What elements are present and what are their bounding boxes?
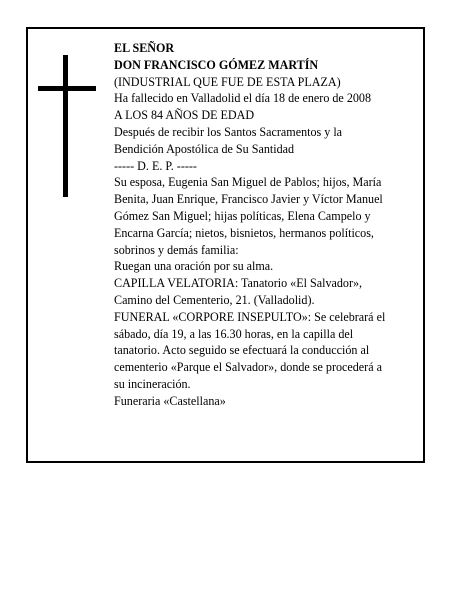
- notice-line: (INDUSTRIAL QUE FUE DE ESTA PLAZA): [114, 74, 341, 89]
- notice-line: A LOS 84 AÑOS DE EDAD: [114, 108, 255, 123]
- notice-line: Bendición Apostólica de Su Santidad: [114, 141, 295, 156]
- notice-line: sábado, día 19, a las 16.30 horas, en la capilla del: [114, 326, 354, 341]
- cross-icon-horizontal: [38, 86, 96, 91]
- notice-line: Funeraria «Castellana»: [114, 393, 226, 408]
- notice-line: FUNERAL «CORPORE INSEPULTO»: Se celebrará el: [114, 309, 386, 324]
- deceased-name: DON FRANCISCO GÓMEZ MARTÍN: [114, 57, 319, 72]
- notice-title: EL SEÑOR: [114, 41, 175, 55]
- notice-line: Después de recibir los Santos Sacramentos y la: [114, 124, 343, 139]
- notice-line: Ruegan una oración por su alma.: [114, 259, 274, 274]
- notice-line: tanatorio. Acto seguido se efectuará la conducción al: [114, 343, 370, 358]
- notice-line: ----- D. E. P. -----: [114, 158, 197, 173]
- notice-line: su incineración.: [114, 376, 191, 391]
- notice-line: sobrinos y demás familia:: [114, 242, 239, 257]
- notice-line: Benita, Juan Enrique, Francisco Javier y Víctor Manuel: [114, 192, 383, 207]
- notice-line: CAPILLA VELATORIA: Tanatorio «El Salvador»,: [114, 276, 363, 291]
- obituary-text: [114, 40, 428, 410]
- cross-icon-vertical: [63, 55, 68, 197]
- notice-line: Su esposa, Eugenia San Miguel de Pablos; hijos, María: [114, 175, 382, 190]
- notice-line: Gómez San Miguel; hijas políticas, Elena Campelo y: [114, 208, 371, 223]
- notice-line: Encarna García; nietos, bisnietos, hermanos políticos,: [114, 225, 374, 240]
- notice-line: Ha fallecido en Valladolid el día 18 de enero de 2008: [114, 91, 372, 106]
- notice-line: cementerio «Parque el Salvador», donde se procederá a: [114, 360, 382, 375]
- notice-line: Camino del Cementerio, 21. (Valladolid).: [114, 292, 315, 307]
